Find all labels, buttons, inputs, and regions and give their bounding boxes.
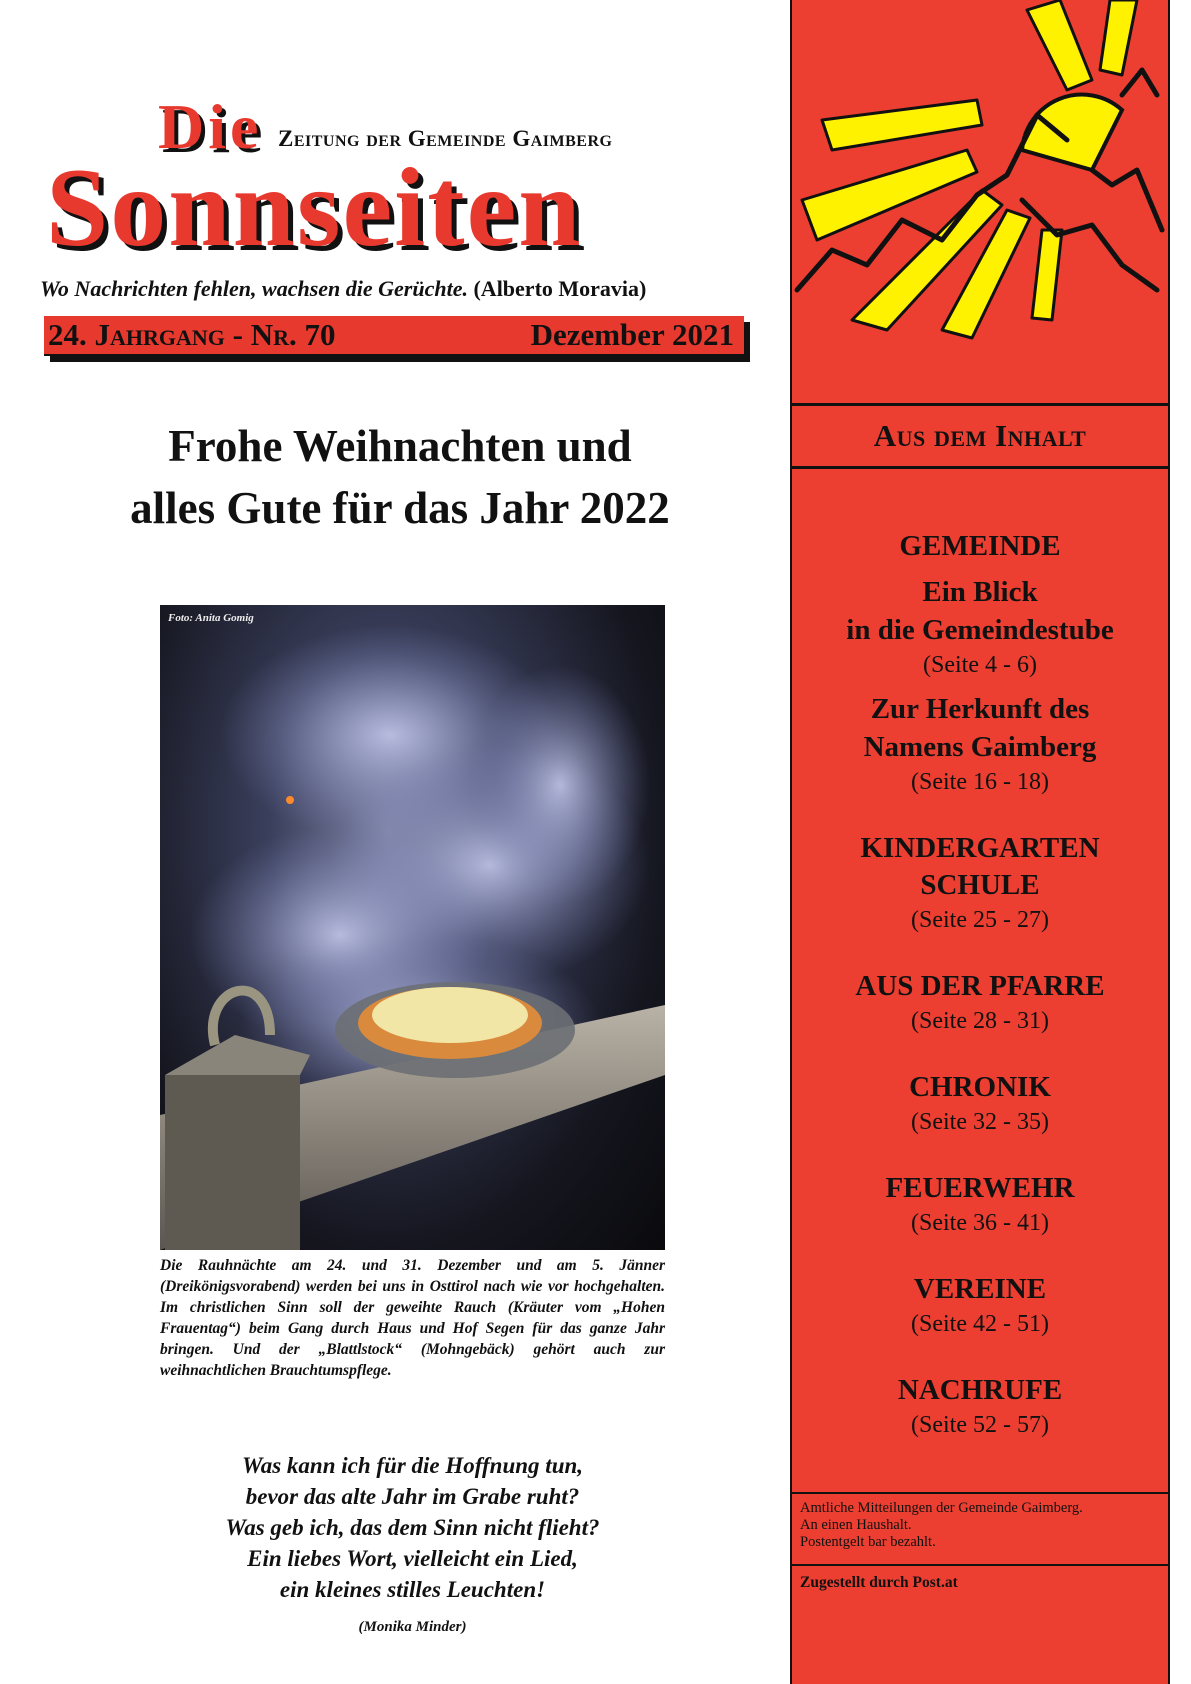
toc-section-nachrufe: NACHRUFE	[897, 1374, 1063, 1406]
notice-line: Amtliche Mitteilungen der Gemeinde Gaimberg.	[800, 1500, 1083, 1516]
page-headline	[60, 415, 740, 539]
toc-item-pages: (Seite 32 - 35)	[911, 1109, 1049, 1135]
motto-quote: Wo Nachrichten fehlen, wachsen die Gerüchte.	[40, 276, 468, 301]
notice-line: Postentgelt bar bezahlt.	[800, 1534, 936, 1550]
toc-item-pages: (Seite 42 - 51)	[911, 1311, 1049, 1337]
masthead	[40, 90, 760, 380]
sun-mountain-logo	[792, 0, 1168, 340]
poem-line: Was kann ich für die Hoffnung tun,	[241, 1453, 584, 1478]
photo-caption: Die Rauhnächte am 24. und 31. Dezember und am 5. Jänner (Dreikönigsvorabend) werden bei uns in Osttirol nach wie vor hochgehalten. Im christlichen Sinn soll der geweihte Rauch (Kräuter vom „Hohen Frauentag“) beim Gang durch Haus und Hof Segen für das ganze Jahr bringen. Und der „Blattlstock“ (Mohngebäck) gehört auch zur weihnachtlichen Brauchtumspflege.	[160, 1257, 665, 1379]
issue-volume: 24. Jahrgang - Nr. 70	[48, 317, 336, 352]
headline-line-2: alles Gute für das Jahr 2022	[130, 483, 670, 533]
headline-line-1: Frohe Weihnachten und	[168, 421, 632, 471]
masthead-die: Die	[158, 91, 263, 162]
motto-author: (Alberto Moravia)	[473, 276, 647, 301]
issue-date: Dezember 2021	[530, 317, 734, 352]
toc-item-pages: (Seite 4 - 6)	[923, 652, 1037, 678]
toc-item-title: in die Gemeindestube	[846, 614, 1114, 646]
toc-section-kindergarten: KINDERGARTEN	[860, 832, 1100, 864]
toc-section-gemeinde: GEMEINDE	[899, 530, 1061, 562]
delivery-note: Zugestellt durch Post.at	[792, 1564, 1168, 1592]
toc-item-pages: (Seite 52 - 57)	[911, 1412, 1049, 1438]
cover-photo	[160, 605, 665, 1250]
issue-bar	[44, 316, 744, 356]
official-notice	[792, 1492, 1168, 1551]
paper-title: Sonnseiten	[46, 146, 583, 270]
toc-section-chronik: CHRONIK	[909, 1071, 1051, 1103]
toc-section-feuerwehr: FEUERWEHR	[885, 1172, 1075, 1204]
poem-line: Ein liebes Wort, vielleicht ein Lied,	[247, 1546, 578, 1571]
toc-section-schule: SCHULE	[920, 869, 1040, 901]
toc-item-pages: (Seite 16 - 18)	[911, 769, 1049, 795]
table-of-contents	[792, 528, 1168, 1442]
poem	[130, 1450, 695, 1637]
toc-item-pages: (Seite 25 - 27)	[911, 907, 1049, 933]
notice-line: An einen Haushalt.	[800, 1517, 912, 1533]
toc-item-title: Zur Herkunft des	[870, 693, 1090, 725]
poem-author: (Monika Minder)	[358, 1619, 467, 1635]
photo-credit: Foto: Anita Gomig	[168, 612, 254, 624]
toc-item-pages: (Seite 36 - 41)	[911, 1210, 1049, 1236]
toc-section-vereine: VEREINE	[913, 1273, 1047, 1305]
toc-item-pages: (Seite 28 - 31)	[911, 1008, 1049, 1034]
poem-line: bevor das alte Jahr im Grabe ruht?	[245, 1484, 580, 1509]
toc-item-title: Namens Gaimberg	[863, 731, 1097, 763]
toc-item-title: Ein Blick	[922, 576, 1038, 608]
paper-subtitle: Zeitung der Gemeinde Gaimberg	[278, 126, 613, 151]
poem-line: ein kleines stilles Leuchten!	[279, 1577, 546, 1602]
toc-header: Aus dem Inhalt	[792, 403, 1168, 469]
smoke-illustration	[160, 605, 665, 1250]
poem-line: Was geb ich, das dem Sinn nicht flieht?	[225, 1515, 600, 1540]
motto	[40, 276, 646, 302]
toc-section-pfarre: AUS DER PFARRE	[855, 970, 1105, 1002]
sidebar	[790, 0, 1170, 1684]
